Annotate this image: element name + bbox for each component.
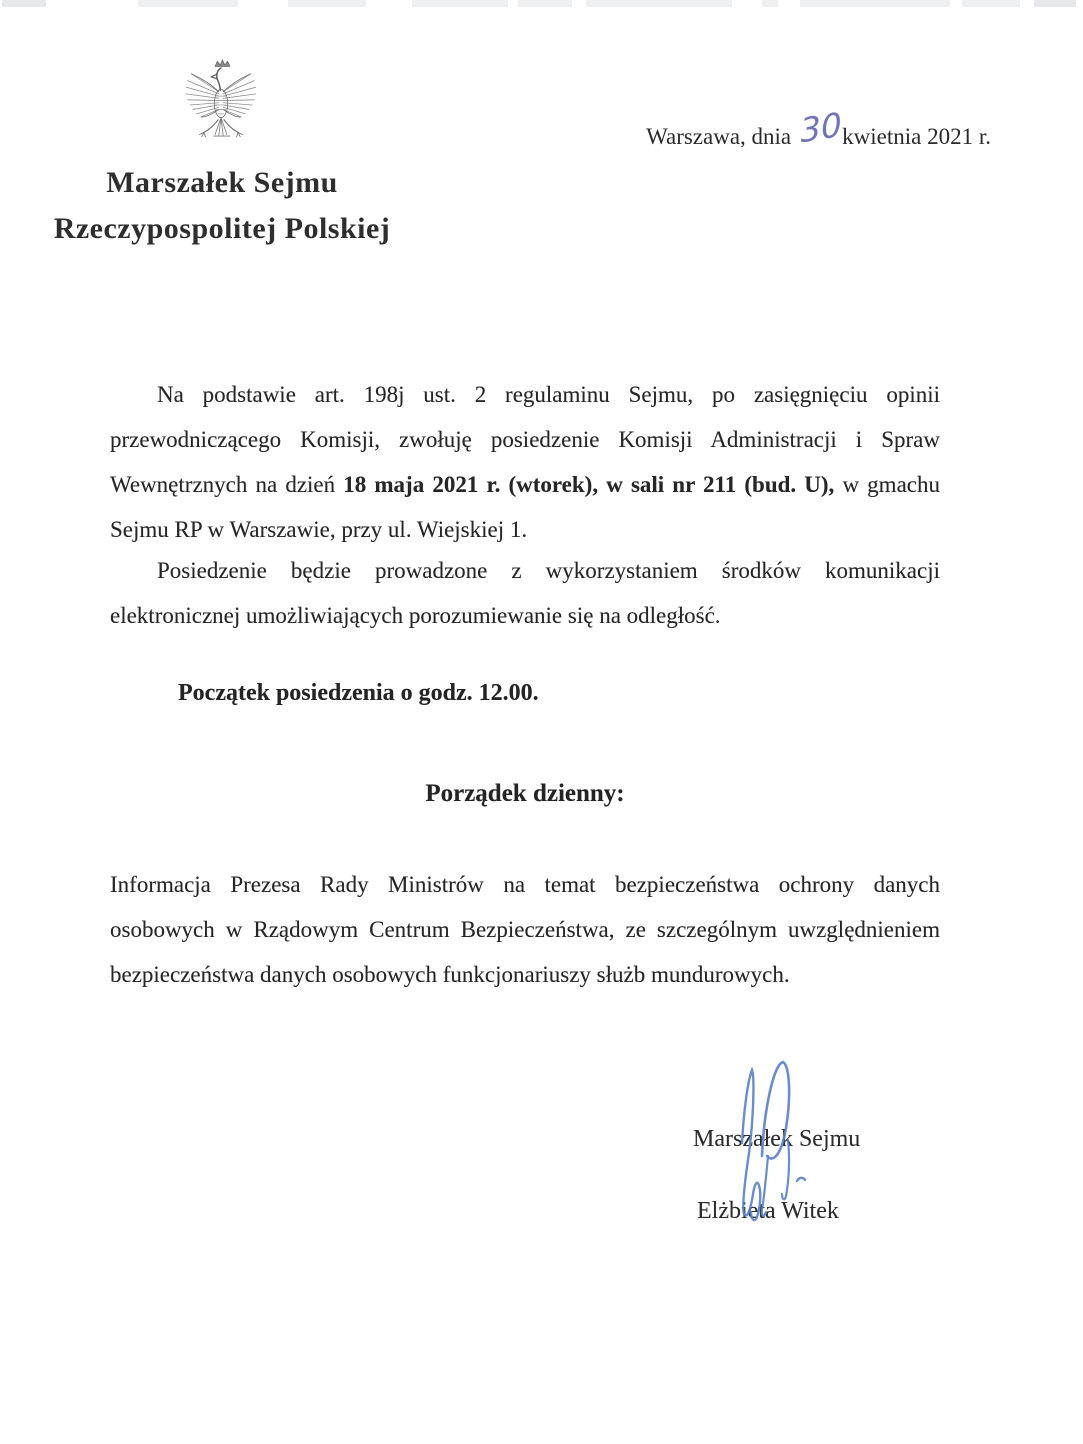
paragraph-convocation: Na podstawie art. 198j ust. 2 regulaminu Sejmu, po zasięgnięciu opinii przewodniczącego Komisji, zwołuję posiedzenie Komisji Administracji i Spraw Wewnętrznych na dzień 18 maja 2021 r. (wtorek), w sali nr 211 (bud. U), w gmachu Sejmu RP w Warszawie, przy ul. Wiejskiej 1. <box>110 382 940 542</box>
dateline-suffix: kwietnia 2021 r. <box>842 124 991 149</box>
signatory-title: Marszałek Sejmu <box>693 1126 861 1152</box>
dateline-prefix: Warszawa, dnia <box>646 124 792 149</box>
scan-artifact <box>962 0 1020 7</box>
scan-artifact <box>586 0 732 7</box>
dateline <box>646 104 991 162</box>
agenda-item: Informacja Prezesa Rady Ministrów na temat bezpieczeństwa ochrony danych osobowych w Rządowym Centrum Bezpieczeństwa, ze szczególnym uwzględnieniem bezpieczeństwa danych osobowych funkcjonariuszy służb mundurowych. <box>110 872 940 987</box>
handwritten-signature <box>712 1048 842 1233</box>
agenda-heading: Porządek dzienny: <box>425 780 625 807</box>
letterhead <box>50 160 394 252</box>
scan-artifact <box>288 0 366 7</box>
sender-title: Marszałek Sejmu <box>106 166 338 199</box>
paragraph-remote-participation: Posiedzenie będzie prowadzone z wykorzystaniem środków komunikacji elektronicznej umożliwiających porozumiewanie się na odległość. <box>110 558 940 628</box>
sender-subtitle: Rzeczypospolitej Polskiej <box>53 212 391 245</box>
meeting-start-time: Początek posiedzenia o godz. 12.00. <box>178 680 539 706</box>
signatory-name: Elżbieta Witek <box>697 1198 839 1224</box>
scan-artifact <box>762 0 778 7</box>
scan-artifact <box>138 0 238 7</box>
scan-artifact <box>412 0 508 7</box>
scan-artifact <box>2 0 46 7</box>
scan-artifact <box>1034 0 1076 7</box>
scan-artifact <box>518 0 572 7</box>
polish-eagle-emblem-icon <box>184 58 258 152</box>
handwritten-day: 30 <box>799 104 843 151</box>
scan-artifact <box>800 0 950 7</box>
